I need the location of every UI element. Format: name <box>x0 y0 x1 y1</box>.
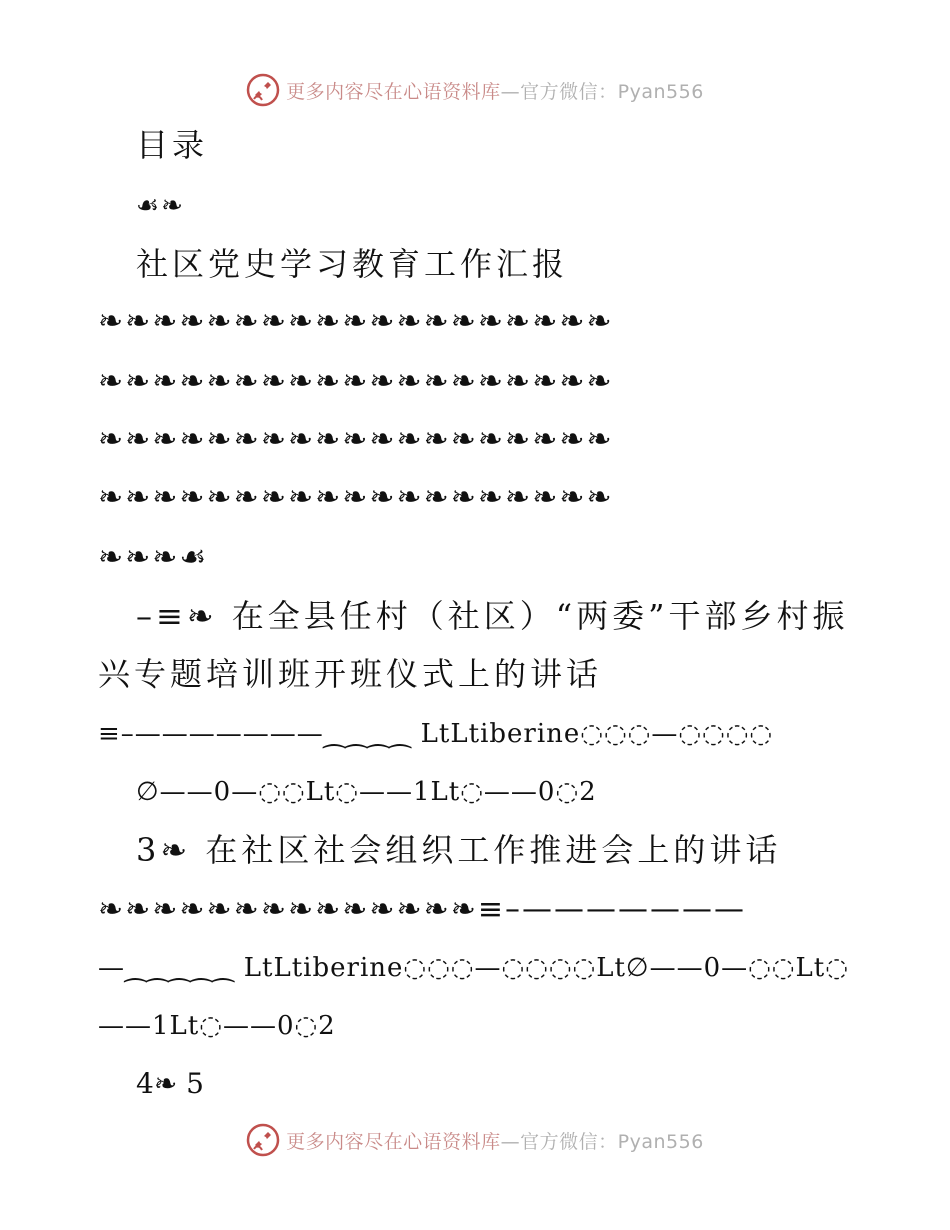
ornament-row: ❧❧❧❧❧❧❧❧❧❧❧❧❧❧≡–——————— <box>98 892 747 927</box>
garbled-line: —⁔⁔⁔⁔⁔ LtLtiberine◌◌◌—◌◌◌◌Lt∅——0—◌◌Lt◌ <box>98 953 849 983</box>
watermark-text: 更多内容尽在心语资料库—官方微信：Pyan556 <box>286 80 704 103</box>
toc-item-2-line2: 兴专题培训班开班仪式上的讲话 <box>98 655 603 693</box>
ornament-row: ❧❧❧❧❧❧❧❧❧❧❧❧❧❧❧❧❧❧❧ <box>98 422 614 457</box>
toc-item-4: 4❧ 5 <box>136 1067 204 1100</box>
watermark-text: 更多内容尽在心语资料库—官方微信：Pyan556 <box>286 1130 704 1153</box>
ornament-row: ❧❧❧❧❧❧❧❧❧❧❧❧❧❧❧❧❧❧❧ <box>98 304 614 339</box>
toc-heading: 目录 <box>136 126 209 164</box>
garbled-line: ≡–———————⁔⁔⁔⁔ LtLtiberine◌◌◌—◌◌◌◌ <box>98 719 774 749</box>
bottom-watermark <box>0 1120 950 1160</box>
toc-item-3: 3❧ 在社区社会组织工作推进会上的讲话 <box>136 831 782 869</box>
ornament-small: ☙❧ <box>136 191 186 221</box>
toc-item-1: 社区党史学习教育工作汇报 <box>136 245 569 283</box>
seal-logo-icon <box>246 1123 280 1157</box>
top-watermark <box>0 70 950 110</box>
toc-item-2-line1: –≡❧ 在全县任村（社区）“两委”干部乡村振 <box>136 597 849 635</box>
ornament-row: ❧❧❧❧❧❧❧❧❧❧❧❧❧❧❧❧❧❧❧ <box>98 364 614 399</box>
garbled-line: ∅——0—◌◌Lt◌——1Lt◌——0◌2 <box>136 777 597 807</box>
seal-logo-icon <box>246 73 280 107</box>
ornament-row-short: ❧❧❧☙ <box>98 540 209 575</box>
ornament-row: ❧❧❧❧❧❧❧❧❧❧❧❧❧❧❧❧❧❧❧ <box>98 480 614 515</box>
garbled-line: ——1Lt◌——0◌2 <box>98 1011 336 1041</box>
